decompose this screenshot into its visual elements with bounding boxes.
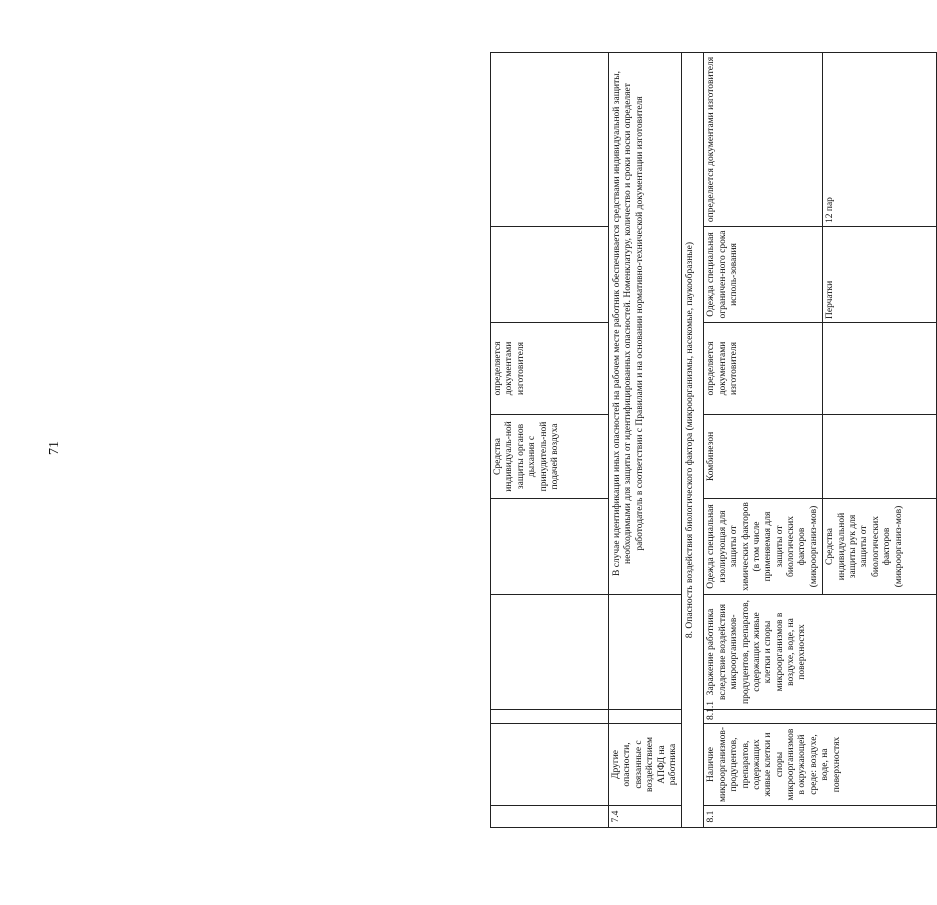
cell-danger: Другие опасности, связанные с воздействием АПФД на работника (609, 724, 682, 806)
cell-term: определяется документами изготовителя (704, 53, 823, 227)
table-row (704, 53, 823, 828)
cell-type: Перчатки (823, 227, 937, 323)
sub-number: 8.1.1 (704, 710, 937, 724)
page-number: 71 (47, 441, 62, 455)
cell-term: определяется документами изготовителя (704, 323, 823, 415)
cell-means: Средства индивидуаль-ной защиты органов дыхания с принудитель-ной подачей воздуха (491, 415, 609, 499)
cell-term: 12 пар (823, 53, 937, 227)
table-row (609, 53, 682, 828)
section-header-row (682, 53, 704, 828)
cell-note: В случае идентификации иных опасностей на рабочем месте работник обеспечивается средствами индивидуальной защиты, необходимыми для защиты от идентифицированных опасностей. Номенклатуру, количество и сроки носки определяет работодатель в соответствии с Правилами и на основании нормативно-технической документации изготовителя (609, 53, 682, 595)
cell-means: Средства индивидуальной защиты рук для защиты от биологических факторов (микроорганиз-мов) (823, 499, 937, 595)
row-number: 7.4 (609, 806, 682, 828)
cell-event: Заражение работника вследствие воздействия микроорганизмов-продуцентов, препаратов, содержащих живые клетки и споры микроорганизмов в воздухе, воде, на поверхностях (704, 595, 937, 710)
rotated-table-container (490, 53, 910, 828)
cell-danger: Наличие микроорганизмов-продуцентов, препаратов, содержащих живые клетки и споры микроорганизмов в окружающей среде: воздухе, воде, на поверхностях (704, 724, 937, 806)
ppe-norms-table (490, 52, 937, 828)
cell-means: Одежда специальная изолирующая для защиты от химических факторов (в том числе применяемая для защиты от биологических факторов (микроорганиз-мов) (704, 499, 823, 595)
table-row (491, 53, 609, 828)
section-title: 8. Опасность воздействия биологического фактора (микроорганизмы, насекомые, паукообразные) (682, 53, 704, 828)
cell-type: Комбинезон (704, 415, 823, 499)
cell-means: Одежда специальная ограничен-ного срока исполь-зования (704, 227, 823, 323)
cell-term: определяется документами изготовителя (491, 323, 609, 415)
row-number: 8.1 (704, 806, 937, 828)
